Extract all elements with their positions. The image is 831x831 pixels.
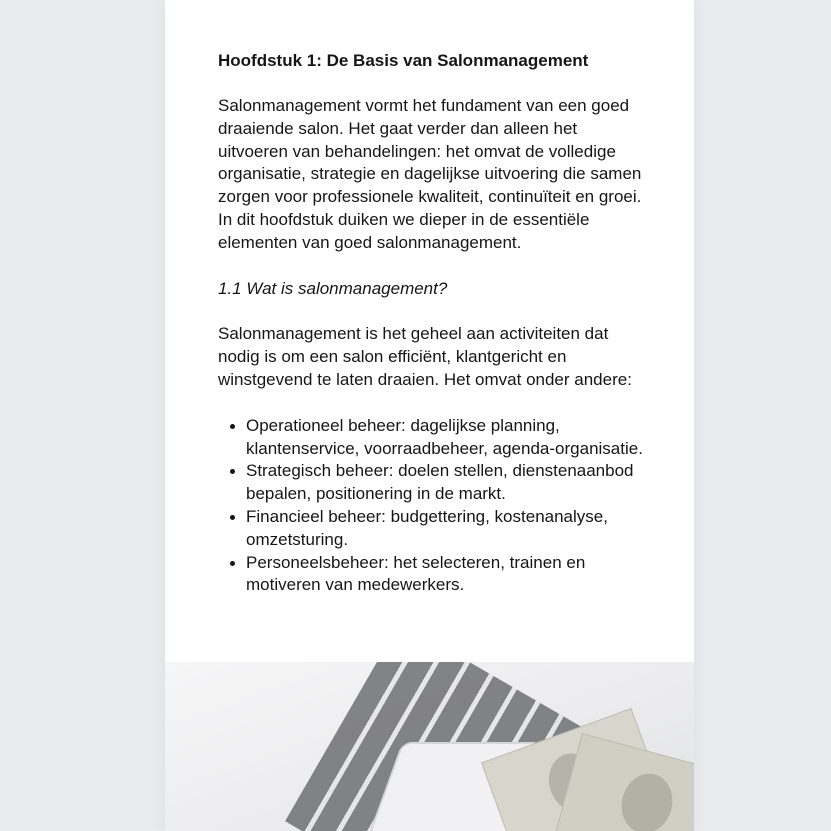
laptop-money-photo <box>165 662 694 831</box>
section-subheading: 1.1 Wat is salonmanagement? <box>218 278 448 298</box>
chapter-heading: Hoofdstuk 1: De Basis van Salonmanagement <box>218 51 589 70</box>
chapter-content <box>218 50 648 597</box>
list-item: Personeelsbeheer: het selecteren, trainen en motiveren van medewerkers. <box>218 552 648 598</box>
bill-portrait <box>615 768 679 831</box>
definition-paragraph: Salonmanagement is het geheel aan activiteiten dat nodig is om een salon efficiënt, klantgericht en winstgevend te laten draaien. Het omvat onder andere: <box>218 324 632 389</box>
list-item: Operationeel beheer: dagelijkse planning, klantenservice, voorraadbeheer, agenda-organisatie. <box>218 415 648 461</box>
list-item: Strategisch beheer: doelen stellen, dienstenaanbod bepalen, positionering in de markt. <box>218 460 648 506</box>
list-item: Financieel beheer: budgettering, kostenanalyse, omzetsturing. <box>218 506 648 552</box>
bullet-list <box>218 415 648 597</box>
intro-paragraph: Salonmanagement vormt het fundament van een goed draaiende salon. Het gaat verder dan alleen het uitvoeren van behandelingen: het omvat de volledige organisatie, strategie en dagelijkse uitvoering die samen zorgen voor professionele kwaliteit, continuïteit en groei. In dit hoofdstuk duiken we dieper in de essentiële elementen van goed salonmanagement. <box>218 96 642 252</box>
document-page <box>165 0 694 831</box>
